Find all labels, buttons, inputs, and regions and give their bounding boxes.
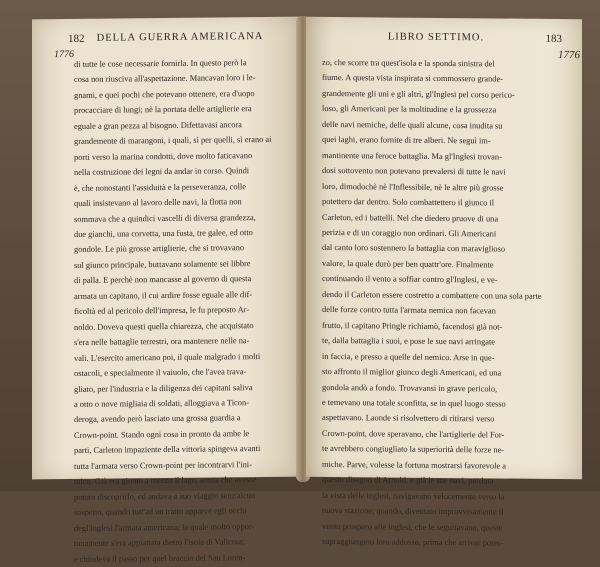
text-line: tutta l'armata verso Crown-point per incontrarvi l'ini- [74, 459, 252, 471]
text-line: aspettavano. Laonde si risolvettero di ritirarsi verso [322, 413, 495, 424]
text-line: eguale a gran pezza al bisogno. Difettavasi ancora [74, 120, 242, 131]
text-line: s'era nelle battaglie terrestri, ora mantenere nelle na- [74, 336, 250, 348]
text-line: valore, la quale durò per ben quattr'ore. Finalmente [322, 258, 494, 270]
text-line: nella costruzione dei legni da andar in corso. Quindi [74, 166, 250, 178]
text-line: in faccia, e presso a quelle del nemico. Arse in que- [322, 351, 495, 363]
text-line: Carleton, ed i battelli. Nel che diedero pruove di una [322, 212, 499, 224]
left-running-head [32, 31, 300, 50]
left-body-text [74, 55, 290, 567]
text-line: a otto o nove migliaia di soldati, alloggiava a Ticon- [74, 398, 249, 409]
text-line: gondola andò a fondo. Trovavansi in grave pericolo, [322, 382, 498, 393]
text-line: porti verso la marina condotti, dove molto faticavano [74, 150, 253, 162]
text-line: sommava che a quindici vascelli di diversa grandezza, [74, 212, 256, 224]
text-line: dosi sottovento non potevano prevalersi di tutte le navi [322, 166, 506, 177]
text-line: vento prospero alle inglesi, che le seguitavano, queste [322, 521, 503, 533]
text-line: loro, dimodochè nè l'Inflessibile, nè le altre più grosse [322, 181, 504, 193]
text-line: tunamente s'era appiattata dietro l'isola di Valicour, [74, 537, 245, 549]
text-line: due gianchi, una corvetta, una fusta, tre galee, ed otto [74, 228, 253, 239]
text-line: te, dalla battaglia i suoi, e pose le sue navi arringate [322, 336, 496, 347]
text-line: quali insistevano al lavoro delle navi, la flotta non [74, 197, 242, 209]
text-line: gnami, e quei pochi che potevano ottenere, era d'uopo [74, 88, 255, 100]
left-margin-year: 1776 [54, 48, 74, 61]
text-line: di palla. E perchè non mancasse al governo di questa [74, 274, 252, 286]
text-line: sopraggiungero loro addosso, prima che arrivar potes- [322, 536, 504, 548]
text-line: frutto, il capitano Pringle richiamò, facendosi già not- [322, 320, 503, 332]
text-line: quei laghi, erano fornite di tre alberi. Ne seguì im- [322, 135, 491, 146]
text-line: potettero dar dentro. Solo combattettero il giunco il [322, 197, 495, 208]
text-line: ficoltà ed al pericolo dell'impresa, le fu preposto Ar- [74, 305, 250, 317]
text-line: perizia e di un coraggio non ordinari. Gli Americani [322, 227, 497, 239]
open-book [14, 8, 590, 564]
text-line: dal canto loro sostennero la battaglia con maraviglioso [322, 243, 506, 254]
text-line: mico. Già era giunto a mezzo il lago, senza che avesse [74, 475, 257, 487]
text-line: deroga, avendo però lasciato una grossa guardia a [74, 413, 241, 425]
text-line: grandemente di marangoni, i quali, sì per quelli, sì erano ai [74, 135, 272, 147]
text-line: degl'Inglesi l'armata americana, la quale molto oppor- [74, 521, 255, 533]
right-page-number: 183 [545, 32, 562, 46]
text-line: loso, gli Americani per la moltitudine e la grossezza [322, 104, 497, 115]
text-line: noldo. Doveva questi quella chiarezza, che acquistato [74, 320, 254, 332]
text-line: zo, che scorre tra quest'isola e la sponda sinistra del [322, 57, 495, 69]
text-line: e temevano una totale sconfitta, se in quel luogo stesso [322, 397, 506, 409]
text-line: dendo il Carleton essere costretto a combattere con una sola parte [322, 289, 542, 301]
text-line: sto affronto il miglior giunco degli Americani, ed una [322, 366, 502, 378]
text-line: fiume. A questa vista inspirata si commossero grande- [322, 73, 503, 84]
text-line: vali. L'esercito americano poi, il quale malgrado i molti [74, 351, 261, 363]
text-line: gliato, per l'industria e la diligenza dei capitani saliva [74, 382, 253, 394]
text-line: Crown-point. Stando ogni cosa in pronto da ambe le [74, 429, 250, 440]
text-line: grandemente gli uni e gli altri, gl'Inglesi pel corso perico- [322, 88, 515, 100]
text-line: la vista delle inglesi, navigavano velocemente verso la [322, 490, 505, 502]
text-line: potuto discoprirlo, ed andava a suo viaggio senz'alcun [74, 490, 256, 502]
right-margin-year: 1776 [558, 48, 580, 62]
left-running-title: DELLA GUERRA AMERICANA [96, 30, 264, 44]
text-line: cosa non riusciva all'aspettazione. Mancavan loro i le- [74, 73, 256, 85]
text-line: nuova stazione; quando, diventato improvvisamente il [322, 506, 504, 517]
text-line: te avrebbero congiugliato la superiorità delle forze ne- [322, 444, 505, 455]
right-running-title: LIBRO SETTIMO. [387, 31, 485, 44]
text-line: Crown-point, dove speravano, che l'artiglierie del For- [322, 428, 505, 440]
text-line: armata un capitano, il cui ardire fosse eguale alle dif- [74, 289, 253, 301]
text-line: mantinente una feroce battaglia. Ma gl'Inglesi trovan- [322, 150, 502, 162]
text-line: procacciare di lungi; nè la portata delle artiglierie era [74, 104, 252, 116]
text-line: sul giunco principale, buttavano solamente sei libbre [74, 259, 251, 270]
left-page [32, 17, 300, 564]
right-page [306, 17, 582, 548]
text-line: ostacoli, e specialmente il vaiuolo, che l'avea trava- [74, 367, 247, 379]
text-line: è, che nonostanti l'assiduità e la perseveranza, colle [74, 181, 246, 193]
right-body-text [322, 55, 562, 552]
text-line: delle forze contro tutta l'armata nemica non facevan [322, 305, 496, 316]
right-running-head [306, 31, 582, 49]
text-line: miche. Parve, volesse la fortuna mostrarsi favorevole a [322, 459, 506, 471]
text-line: sospetto, quando tutt'ad un tratto apparve egli occhi [74, 506, 247, 518]
text-line: continuando il vento a soffiar contro gl'Inglesi, e ve- [322, 274, 498, 285]
text-line: di tutte le cose necessarie fornirla. In questo però la [74, 58, 247, 69]
text-line: e chiudeva il passo per quel braccio del San Loren- [74, 552, 246, 564]
left-page-number: 182 [68, 32, 85, 46]
text-line: delle navi nemiche, delle quali alcune, cosa inudita su [322, 119, 503, 131]
text-line: gondole. Le più grosse artiglierie, che si trovavano [74, 243, 245, 255]
text-line: questo disegno di Arnold, e già le sue navi, perduta [322, 475, 494, 486]
text-line: parti, Carleton impaziente della vittoria spingeva avanti [74, 444, 261, 456]
